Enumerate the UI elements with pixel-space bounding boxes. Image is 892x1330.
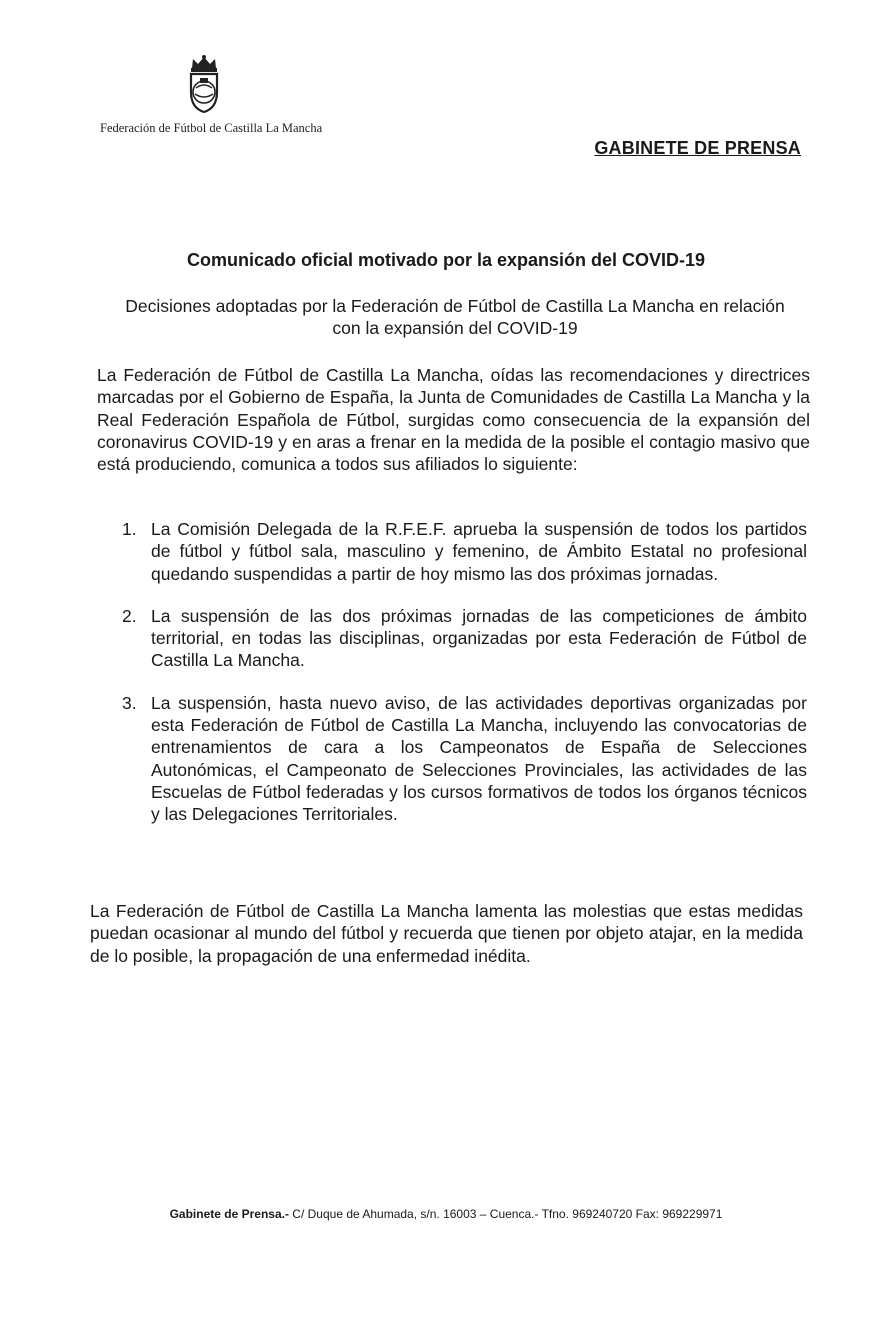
footer-address: C/ Duque de Ahumada, s/n. 16003 – Cuenca.- Tfno. 969240720 Fax: 969229971 [288, 1207, 723, 1221]
decision-list [97, 518, 807, 826]
decision-text: La suspensión de las dos próximas jornadas de las competiciones de ámbito territorial, en todas las disciplinas, organizadas por esta Federación de Fútbol de Castilla La Mancha. [151, 605, 807, 671]
decision-item [97, 692, 807, 826]
organization-name: Federación de Fútbol de Castilla La Mancha [100, 121, 323, 135]
decision-item [97, 605, 807, 672]
document-subtitle: Decisiones adoptadas por la Federación de Fútbol de Castilla La Mancha en relación con la expansión del COVID-19 [125, 296, 785, 338]
decision-item [97, 518, 807, 585]
footer-contact [0, 1207, 892, 1221]
closing-paragraph: La Federación de Fútbol de Castilla La Mancha lamenta las molestias que estas medidas puedan ocasionar al mundo del fútbol y recuerda que tienen por objeto atajar, en la medida de lo posible, la propagación de una enfermedad inédita. [90, 901, 803, 966]
decision-number: 2. [122, 605, 137, 626]
press-office-heading: GABINETE DE PRENSA [594, 138, 801, 158]
decision-text: La Comisión Delegada de la R.F.E.F. aprueba la suspensión de todos los partidos de fútbol y fútbol sala, masculino y femenino, de Ámbito Estatal no profesional quedando suspendidas a partir de hoy mismo las dos próximas jornadas. [151, 519, 807, 584]
intro-paragraph: La Federación de Fútbol de Castilla La Mancha, oídas las recomendaciones y directrices marcadas por el Gobierno de España, la Junta de Comunidades de Castilla La Mancha y la Real Federación Española de Fútbol, surgidas como consecuencia de la expansión del coronavirus COVID-19 y en aras a frenar en la medida de la posible el contagio masivo que está produciendo, comunica a todos sus afiliados lo siguiente: [97, 365, 810, 475]
footer-label: Gabinete de Prensa.- [169, 1207, 289, 1221]
decision-number: 1. [122, 519, 137, 539]
decision-text: La suspensión, hasta nuevo aviso, de las actividades deportivas organizadas por esta Federación de Fútbol de Castilla La Mancha, incluyendo las convocatorias de entrenamientos de cara a los Campeonatos de España de Selecciones Autonómicas, el Campeonato de Selecciones Provinciales, las actividades de las Escuelas de Fútbol federadas y los cursos formativos de todos los órganos técnicos y las Delegaciones Territoriales. [151, 692, 807, 825]
crowned-crest-icon [183, 54, 225, 114]
document-title: Comunicado oficial motivado por la expansión del COVID-19 [186, 250, 706, 270]
decision-number: 3. [122, 692, 137, 713]
